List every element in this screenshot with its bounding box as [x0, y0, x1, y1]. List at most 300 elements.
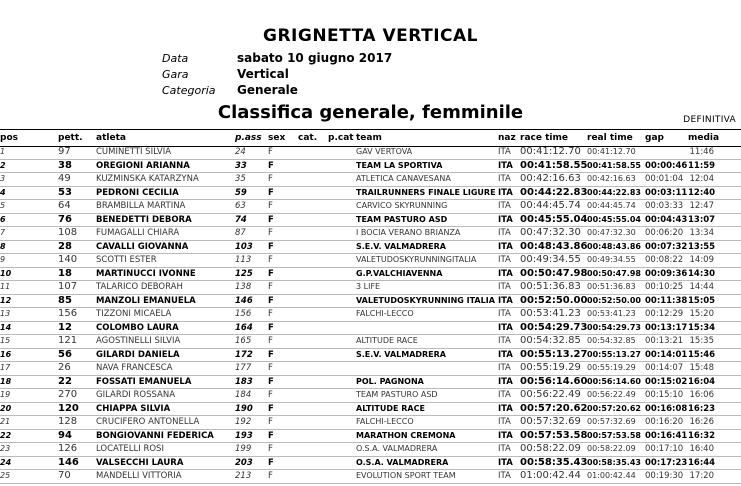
cell-pett: 22	[58, 375, 72, 387]
cell-naz: ITA	[498, 201, 511, 211]
cell-team: G.P.VALCHIAVENNA	[356, 268, 443, 278]
table-row	[0, 146, 741, 160]
cell-pos: 16	[0, 349, 12, 359]
cell-atleta: CHIAPPA SILVIA	[96, 403, 171, 414]
cell-pett: 26	[58, 362, 71, 373]
cell-media: 15:35	[689, 336, 714, 346]
cell-gap: 00:17:10	[645, 444, 684, 454]
table-row	[0, 308, 741, 322]
cell-pos: 17	[0, 363, 11, 372]
cell-pett: 108	[58, 227, 78, 238]
cell-media: 11:46	[689, 147, 714, 157]
cell-naz: ITA	[498, 241, 513, 252]
cell-sex: F	[268, 390, 273, 400]
cell-atleta: TIZZONI MICAELA	[96, 309, 172, 319]
cell-pos: 25	[0, 471, 11, 480]
cell-atleta: BENEDETTI DEBORA	[96, 214, 192, 225]
cell-sex: F	[268, 201, 273, 211]
cell-pett: 97	[58, 146, 71, 157]
cell-sex: F	[268, 363, 273, 373]
header-gap: gap	[645, 133, 664, 143]
cell-race-time: 00:57:20.62	[520, 402, 588, 414]
cell-race-time: 00:56:14.60	[520, 375, 588, 387]
cell-pos: 24	[0, 457, 12, 467]
header-pett: pett.	[58, 133, 83, 143]
cell-pos: 22	[0, 430, 12, 440]
table-row	[0, 160, 741, 174]
cell-media: 15:20	[689, 309, 714, 319]
cell-race-time: 00:50:47.98	[520, 267, 588, 279]
header-media: media	[688, 133, 720, 143]
cell-pass: 184	[235, 390, 252, 400]
cell-atleta: CRUCIFERO ANTONELLA	[96, 417, 200, 427]
header-pos: pos	[0, 133, 18, 143]
cell-naz: ITA	[498, 160, 513, 171]
cell-atleta: GILARDI DANIELA	[96, 349, 180, 360]
cell-race-time: 00:48:43.86	[520, 240, 588, 252]
cell-gap: 00:11:38	[645, 295, 688, 306]
cell-media: 15:34	[688, 322, 716, 333]
cell-team: TEAM PASTURO ASD	[356, 214, 448, 224]
cell-race-time: 00:57:32.69	[520, 416, 581, 427]
cell-pass: 156	[235, 309, 252, 319]
cell-gap: 00:12:29	[645, 309, 684, 319]
cell-team: ATLETICA CANAVESANA	[356, 174, 451, 183]
cell-gap: 00:16:08	[645, 403, 688, 414]
cell-sex: F	[268, 403, 274, 414]
cell-atleta: TALARICO DEBORAH	[96, 282, 183, 292]
cell-pass: 165	[235, 336, 252, 346]
cell-race-time: 00:41:58.55	[520, 159, 588, 171]
cell-sex: F	[268, 174, 273, 184]
cell-real-time: 00:58:35.43	[587, 457, 641, 467]
cell-media: 16:23	[688, 403, 716, 414]
cell-sex: F	[268, 349, 274, 360]
cell-real-time: 00:54:29.73	[587, 322, 641, 332]
race-info	[162, 50, 392, 98]
cell-pett: 126	[58, 443, 78, 454]
cell-team: GAV VERTOVA	[356, 147, 413, 156]
cell-pass: 103	[235, 241, 253, 252]
cell-team: CARVICO SKYRUNNING	[356, 201, 448, 210]
cell-naz: ITA	[498, 268, 513, 279]
cell-pos: 15	[0, 336, 11, 345]
cell-pass: 59	[235, 187, 247, 198]
document-title: GRIGNETTA VERTICAL	[263, 26, 478, 46]
cell-media: 16:32	[688, 430, 716, 441]
cell-naz: ITA	[498, 417, 511, 427]
cell-atleta: PEDRONI CECILIA	[96, 187, 179, 198]
cell-pass: 33	[235, 160, 247, 171]
table-row	[0, 457, 741, 471]
table-row	[0, 322, 741, 336]
cell-naz: ITA	[498, 376, 513, 387]
table-row	[0, 241, 741, 255]
cell-team: ALTITUDE RACE	[356, 336, 418, 345]
table-row	[0, 335, 741, 349]
cell-gap: 00:08:22	[645, 255, 684, 265]
ranking-title: Classifica generale, femminile	[217, 102, 524, 123]
cell-media: 15:46	[688, 349, 716, 360]
table-row	[0, 227, 741, 241]
cell-pett: 28	[58, 240, 72, 252]
table-row	[0, 214, 741, 228]
cell-naz: ITA	[498, 336, 511, 346]
cell-real-time: 00:55:19.29	[587, 363, 636, 372]
race-info-race	[162, 66, 392, 82]
cell-real-time: 00:49:34.55	[587, 255, 636, 264]
cell-gap: 00:00:46	[645, 160, 688, 171]
cell-race-time: 00:56:22.49	[520, 389, 581, 400]
cell-gap: 00:14:01	[645, 349, 688, 360]
cell-naz: ITA	[498, 349, 513, 360]
cell-gap: 00:07:32	[645, 241, 688, 252]
cell-gap: 00:19:30	[645, 471, 684, 481]
cell-pass: 213	[235, 471, 252, 481]
cell-media: 13:07	[688, 214, 716, 225]
cell-pass: 113	[235, 255, 252, 265]
cell-race-time: 00:49:34.55	[520, 254, 581, 265]
cell-atleta: COLOMBO LAURA	[96, 322, 179, 333]
cell-pett: 128	[58, 416, 78, 427]
cell-sex: F	[268, 214, 274, 225]
cell-real-time: 00:41:58.55	[587, 160, 641, 170]
header-sex: sex	[268, 133, 286, 143]
cell-sex: F	[268, 430, 274, 441]
cell-pos: 23	[0, 444, 11, 453]
cell-team: TRAILRUNNERS FINALE LIGURE	[356, 187, 496, 197]
cell-pass: 199	[235, 444, 252, 454]
cell-team: FALCHI-LECCO	[356, 309, 414, 318]
table-row	[0, 187, 741, 201]
cell-team: TEAM LA SPORTIVA	[356, 160, 443, 170]
cell-naz: ITA	[498, 147, 511, 157]
cell-team: POL. PAGNONA	[356, 376, 424, 386]
cell-media: 16:26	[689, 417, 714, 427]
table-row	[0, 200, 741, 214]
cell-pos: 3	[0, 174, 6, 183]
cell-gap: 00:15:10	[645, 390, 684, 400]
table-row	[0, 349, 741, 363]
cell-real-time: 00:57:53.58	[587, 430, 641, 440]
race-info-label: Data	[162, 52, 189, 65]
cell-race-time: 00:57:53.58	[520, 429, 588, 441]
cell-gap: 00:10:25	[645, 282, 684, 292]
cell-atleta: OREGIONI ARIANNA	[96, 160, 190, 171]
cell-pett: 121	[58, 335, 78, 346]
race-info-category	[162, 82, 392, 98]
cell-pass: 87	[235, 228, 246, 238]
cell-naz: ITA	[498, 444, 511, 454]
cell-media: 16:44	[688, 457, 716, 468]
cell-media: 14:30	[688, 268, 716, 279]
cell-real-time: 01:00:42.44	[587, 471, 636, 480]
cell-sex: F	[268, 255, 273, 265]
cell-gap: 00:16:20	[645, 417, 684, 427]
cell-race-time: 00:55:13.27	[520, 348, 588, 360]
table-row	[0, 470, 741, 484]
cell-pos: 14	[0, 322, 12, 332]
cell-media: 17:20	[689, 471, 714, 481]
header-naz: naz	[498, 133, 516, 143]
cell-media: 12:04	[689, 174, 714, 184]
cell-atleta: NAVA FRANCESCA	[96, 363, 173, 373]
cell-pett: 56	[58, 348, 72, 360]
cell-team: O.S.A. VALMADRERA	[356, 457, 449, 467]
header-pcat: p.cat	[328, 133, 354, 143]
table-row	[0, 362, 741, 376]
cell-atleta: FUMAGALLI CHIARA	[96, 228, 180, 238]
cell-media: 11:59	[688, 160, 716, 171]
cell-sex: F	[268, 471, 273, 481]
cell-pos: 11	[0, 282, 11, 291]
cell-atleta: KUZMINSKA KATARZYNA	[96, 174, 199, 184]
cell-naz: ITA	[498, 255, 511, 265]
race-info-value: Vertical	[237, 67, 289, 81]
cell-pass: 24	[235, 147, 246, 157]
cell-pos: 2	[0, 160, 6, 170]
cell-atleta: LOCATELLI ROSI	[96, 444, 164, 454]
cell-pett: 18	[58, 267, 72, 279]
cell-sex: F	[268, 241, 274, 252]
cell-atleta: VALSECCHI LAURA	[96, 457, 184, 468]
cell-team: VALETUDOSKYRUNNINGITALIA	[356, 255, 477, 264]
cell-naz: ITA	[498, 282, 511, 292]
cell-real-time: 00:53:41.23	[587, 309, 636, 318]
cell-race-time: 00:45:55.04	[520, 213, 588, 225]
cell-pos: 5	[0, 201, 6, 210]
cell-real-time: 00:55:13.27	[587, 349, 641, 359]
cell-race-time: 01:00:42.44	[520, 470, 581, 481]
cell-team: I BOCIA VERANO BRIANZA	[356, 228, 461, 237]
cell-atleta: MARTINUCCI IVONNE	[96, 268, 196, 279]
cell-gap: 00:09:36	[645, 268, 688, 279]
status-label: DEFINITIVA	[683, 115, 736, 125]
cell-race-time: 00:47:32.30	[520, 227, 581, 238]
cell-pett: 12	[58, 321, 72, 333]
cell-gap: 00:13:21	[645, 336, 684, 346]
cell-pass: 146	[235, 295, 253, 306]
cell-real-time: 00:47:32.30	[587, 228, 636, 237]
cell-race-time: 00:58:35.43	[520, 456, 588, 468]
cell-real-time: 00:51:36.83	[587, 282, 636, 291]
cell-pass: 203	[235, 457, 253, 468]
results-table-body	[0, 146, 741, 484]
cell-real-time: 00:50:47.98	[587, 268, 641, 278]
cell-pass: 35	[235, 174, 246, 184]
cell-sex: F	[268, 376, 274, 387]
cell-media: 14:09	[689, 255, 714, 265]
cell-pass: 172	[235, 349, 253, 360]
cell-pett: 140	[58, 254, 78, 265]
cell-media: 14:44	[689, 282, 714, 292]
cell-pett: 120	[58, 402, 79, 414]
header-cat: cat.	[298, 133, 318, 143]
cell-sex: F	[268, 147, 273, 157]
race-info-value: Generale	[237, 83, 298, 97]
cell-pass: 177	[235, 363, 252, 373]
table-row	[0, 443, 741, 457]
cell-pett: 85	[58, 294, 72, 306]
cell-team: VALETUDOSKYRUNNING ITALIA	[356, 295, 495, 305]
cell-race-time: 00:54:32.85	[520, 335, 581, 346]
cell-sex: F	[268, 282, 273, 292]
cell-gap: 00:16:41	[645, 430, 688, 441]
cell-pass: 193	[235, 430, 253, 441]
cell-team: ALTITUDE RACE	[356, 403, 425, 413]
cell-sex: F	[268, 457, 274, 468]
cell-gap: 00:15:02	[645, 376, 688, 387]
table-row	[0, 254, 741, 268]
race-info-date	[162, 50, 392, 66]
cell-pos: 9	[0, 255, 6, 264]
table-header	[0, 129, 741, 147]
cell-pett: 270	[58, 389, 78, 400]
cell-team: S.E.V. VALMADRERA	[356, 241, 446, 251]
cell-real-time: 00:44:45.74	[587, 201, 636, 210]
cell-race-time: 00:53:41.23	[520, 308, 581, 319]
cell-pett: 70	[58, 470, 71, 481]
cell-media: 16:40	[689, 444, 714, 454]
cell-sex: F	[268, 268, 274, 279]
cell-sex: F	[268, 295, 274, 306]
cell-atleta: SCOTTI ESTER	[96, 255, 157, 265]
cell-pett: 107	[58, 281, 78, 292]
table-row	[0, 389, 741, 403]
cell-naz: ITA	[498, 457, 513, 468]
cell-pett: 76	[58, 213, 72, 225]
cell-real-time: 00:57:20.62	[587, 403, 641, 413]
cell-gap: 00:17:23	[645, 457, 688, 468]
cell-pos: 6	[0, 214, 6, 224]
table-row	[0, 281, 741, 295]
cell-real-time: 00:57:32.69	[587, 417, 636, 426]
cell-sex: F	[268, 322, 274, 333]
cell-gap: 00:03:11	[645, 187, 688, 198]
cell-team: 3 LIFE	[356, 282, 381, 291]
cell-naz: ITA	[498, 322, 513, 333]
cell-real-time: 00:58:22.09	[587, 444, 636, 453]
cell-real-time: 00:45:55.04	[587, 214, 641, 224]
cell-gap: 00:01:04	[645, 174, 684, 184]
cell-pett: 38	[58, 159, 72, 171]
cell-media: 13:34	[689, 228, 714, 238]
cell-sex: F	[268, 336, 273, 346]
header-real-time: real time	[587, 133, 633, 143]
header-atleta: atleta	[96, 133, 126, 143]
cell-real-time: 00:42:16.63	[587, 174, 636, 183]
cell-naz: ITA	[498, 174, 511, 184]
cell-atleta: MANDELLI VITTORIA	[96, 471, 182, 481]
cell-pos: 18	[0, 376, 12, 386]
cell-media: 13:55	[688, 241, 716, 252]
cell-real-time: 00:54:32.85	[587, 336, 636, 345]
cell-race-time: 00:52:50.00	[520, 294, 588, 306]
cell-race-time: 00:42:16.63	[520, 173, 581, 184]
cell-atleta: BRAMBILLA MARTINA	[96, 201, 186, 211]
cell-race-time: 00:44:22.83	[520, 186, 588, 198]
cell-race-time: 00:44:45.74	[520, 200, 581, 211]
table-row	[0, 268, 741, 282]
cell-pass: 74	[235, 214, 247, 225]
header-pass: p.ass	[235, 133, 262, 143]
cell-pass: 190	[235, 403, 253, 414]
cell-pett: 156	[58, 308, 78, 319]
cell-pett: 53	[58, 186, 72, 198]
cell-media: 16:06	[689, 390, 714, 400]
cell-pass: 183	[235, 376, 253, 387]
cell-naz: ITA	[498, 228, 511, 238]
cell-pos: 4	[0, 187, 6, 197]
cell-naz: ITA	[498, 403, 513, 414]
cell-gap: 00:04:43	[645, 214, 688, 225]
cell-race-time: 00:58:22.09	[520, 443, 581, 454]
cell-pett: 146	[58, 456, 79, 468]
cell-real-time: 00:56:14.60	[587, 376, 641, 386]
cell-team: O.S.A. VALMADRERA	[356, 444, 438, 453]
race-info-label: Categoria	[162, 84, 216, 97]
cell-atleta: MANZOLI EMANUELA	[96, 295, 196, 306]
cell-pass: 164	[235, 322, 253, 333]
cell-atleta: FOSSATI EMANUELA	[96, 376, 192, 387]
cell-real-time: 00:44:22.83	[587, 187, 641, 197]
cell-pass: 125	[235, 268, 253, 279]
cell-real-time: 00:48:43.86	[587, 241, 641, 251]
cell-naz: ITA	[498, 295, 513, 306]
table-row	[0, 295, 741, 309]
race-info-value: sabato 10 giugno 2017	[237, 51, 393, 65]
cell-gap: 00:06:20	[645, 228, 684, 238]
cell-naz: ITA	[498, 390, 511, 400]
cell-atleta: AGOSTINELLI SILVIA	[96, 336, 181, 346]
cell-media: 16:04	[688, 376, 716, 387]
cell-naz: ITA	[498, 309, 511, 319]
cell-media: 15:48	[689, 363, 714, 373]
cell-real-time: 00:41:12.70	[587, 147, 636, 156]
cell-pett: 49	[58, 173, 71, 184]
cell-sex: F	[268, 160, 274, 171]
cell-team: TEAM PASTURO ASD	[356, 390, 438, 399]
cell-pos: 8	[0, 241, 6, 251]
cell-pass: 63	[235, 201, 246, 211]
cell-pett: 64	[58, 200, 71, 211]
cell-pos: 13	[0, 309, 11, 318]
cell-pos: 1	[0, 147, 6, 156]
cell-team: MARATHON CREMONA	[356, 430, 456, 440]
cell-team: EVOLUTION SPORT TEAM	[356, 471, 456, 480]
cell-atleta: BONGIOVANNI FEDERICA	[96, 430, 214, 441]
cell-pass: 192	[235, 417, 252, 427]
header-race-time: race time	[520, 133, 568, 143]
cell-team: S.E.V. VALMADRERA	[356, 349, 446, 359]
table-row	[0, 430, 741, 444]
cell-naz: ITA	[498, 187, 513, 198]
cell-pos: 12	[0, 295, 12, 305]
cell-pos: 7	[0, 228, 6, 237]
table-row	[0, 403, 741, 417]
race-info-label: Gara	[162, 68, 189, 81]
cell-naz: ITA	[498, 363, 511, 373]
cell-pos: 19	[0, 390, 11, 399]
cell-sex: F	[268, 417, 273, 427]
cell-pos: 21	[0, 417, 11, 426]
cell-sex: F	[268, 228, 273, 238]
cell-race-time: 00:54:29.73	[520, 321, 588, 333]
cell-pos: 10	[0, 268, 12, 278]
header-team: team	[356, 133, 382, 143]
cell-race-time: 00:51:36.83	[520, 281, 581, 292]
cell-pos: 20	[0, 403, 12, 413]
